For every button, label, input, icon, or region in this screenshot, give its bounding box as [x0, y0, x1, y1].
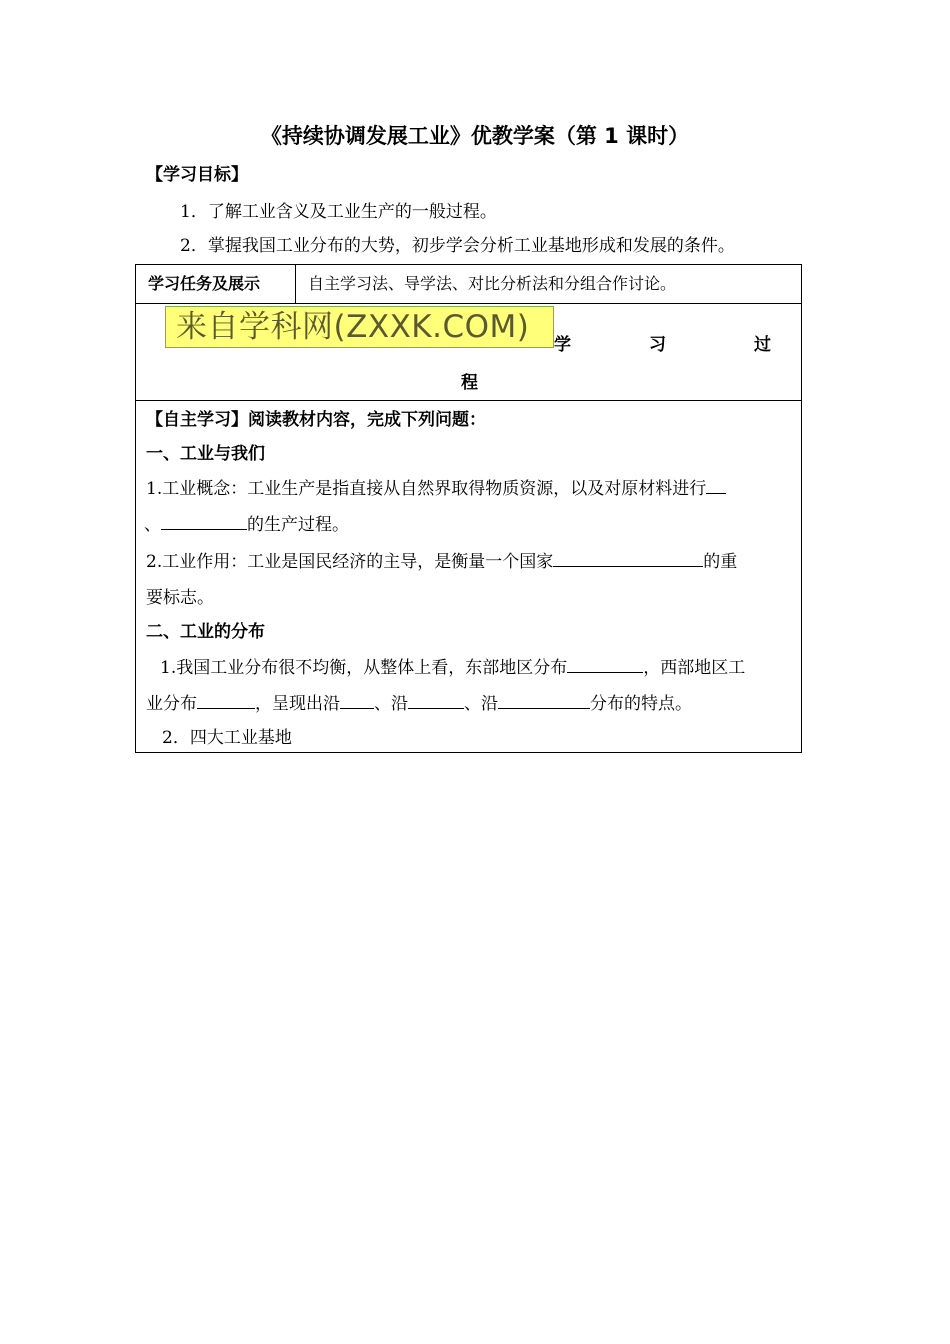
section-heading-industry-distribution: 二、工业的分布: [146, 622, 265, 642]
task-row: [136, 265, 801, 304]
process-char: 过: [754, 335, 771, 355]
question-text: 、沿: [374, 694, 408, 714]
question-text: 的生产过程。: [247, 515, 349, 535]
answer-blank[interactable]: [553, 549, 703, 567]
task-value: 自主学习法、导学法、对比分析法和分组合作讨论。: [308, 274, 677, 293]
question-text: 业分布: [146, 694, 197, 714]
question-text: 、: [144, 515, 161, 535]
section-heading-industry-and-us: 一、工业与我们: [146, 444, 265, 464]
process-char: 程: [461, 373, 478, 393]
question-2-line-b: 要标志。: [146, 588, 214, 608]
answer-blank[interactable]: [706, 476, 726, 494]
process-char: 习: [649, 335, 666, 355]
question-text: 分布的特点。: [590, 694, 692, 714]
answer-blank[interactable]: [567, 655, 643, 673]
question-4: 2．四大工业基地: [162, 728, 292, 748]
question-text: 1.我国工业分布很不均衡，从整体上看，东部地区分布: [160, 658, 568, 678]
process-row: [136, 304, 801, 401]
process-char: 学: [554, 335, 571, 355]
answer-blank[interactable]: [408, 691, 464, 709]
objective-item: 1．了解工业含义及工业生产的一般过程。: [180, 202, 497, 222]
question-3-line-a: [160, 653, 745, 678]
question-2-line-a: [146, 547, 737, 572]
question-1-line-b: [144, 510, 349, 535]
answer-blank[interactable]: [197, 691, 255, 709]
page-title: 《持续协调发展工业》优教学案（第 1 课时）: [260, 124, 690, 148]
question-3-line-b: [146, 689, 692, 714]
watermark-logo: 来自学科网(ZXXK.COM): [165, 306, 554, 348]
self-study-heading: 【自主学习】阅读教材内容，完成下列问题：: [146, 410, 486, 430]
task-label: 学习任务及展示: [136, 265, 296, 303]
question-text: 2.工业作用：工业是国民经济的主导，是衡量一个国家: [146, 552, 554, 572]
question-1-line-a: [146, 474, 726, 499]
answer-blank[interactable]: [340, 691, 374, 709]
answer-blank[interactable]: [161, 512, 247, 530]
question-text: 1.工业概念：工业生产是指直接从自然界取得物质资源，以及对原材料进行: [146, 479, 707, 499]
question-text: ，呈现出沿: [255, 694, 340, 714]
answer-blank[interactable]: [498, 691, 590, 709]
objectives-heading: 【学习目标】: [146, 165, 248, 185]
question-text: ，西部地区工: [643, 658, 746, 678]
question-text: 、沿: [464, 694, 498, 714]
question-text: 的重: [703, 552, 738, 572]
lesson-table: [135, 264, 802, 753]
objective-item: 2．掌握我国工业分布的大势，初步学会分析工业基地形成和发展的条件。: [180, 236, 735, 256]
